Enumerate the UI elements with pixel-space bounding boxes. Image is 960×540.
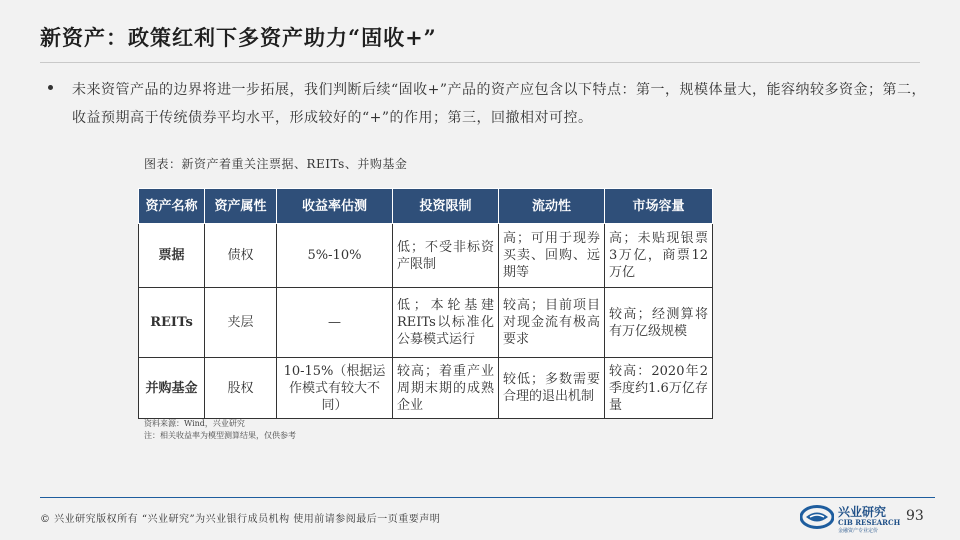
bullet-paragraph: 未来资管产品的边界将进一步拓展，我们判断后续“固收+”产品的资产应包含以下特点：第一，规模体量大，能容纳较多资金；第二，收益预期高于传统债券平均水平，形成较好的“+”的作用；第三，回撤相对可控。 <box>72 82 927 126</box>
table-cell: 较高；经测算将有万亿级规模 <box>605 288 713 358</box>
table-header-row <box>139 189 713 224</box>
asset-table <box>138 188 713 419</box>
table-cell: 并购基金 <box>139 358 205 419</box>
table-cell: 高；可用于现券买卖、回购、远期等 <box>499 224 605 288</box>
col-header: 收益率估测 <box>277 189 393 224</box>
table-cell: 高；未贴现银票3万亿，商票12万亿 <box>605 224 713 288</box>
table-cell: 5%-10% <box>277 224 393 288</box>
title-divider <box>40 62 920 63</box>
source-note: 资料来源：Wind，兴业研究 <box>144 419 245 428</box>
table-notes <box>144 418 296 442</box>
table-cell: 夹层 <box>205 288 277 358</box>
table-cell: 股权 <box>205 358 277 419</box>
copyright-text: © 兴业研究版权所有 “兴业研究”为兴业银行成员机构 使用前请参阅最后一页重要声明 <box>40 514 441 525</box>
footnote: 注：相关收益率为模型测算结果，仅供参考 <box>144 431 296 440</box>
logo-tagline: 金融资产专业定价 <box>838 528 879 534</box>
table-cell: 低；本轮基建REITs以标准化公募模式运行 <box>393 288 499 358</box>
table-cell: 较高：2020年2季度约1.6万亿存量 <box>605 358 713 419</box>
table-cell: 较高；目前项目对现金流有极高要求 <box>499 288 605 358</box>
table-cell: — <box>277 288 393 358</box>
bullet-icon <box>48 85 53 90</box>
col-header: 流动性 <box>499 189 605 224</box>
logo-chinese-name: 兴业研究 <box>838 505 887 519</box>
col-header: 投资限制 <box>393 189 499 224</box>
cib-research-logo <box>800 503 900 533</box>
table-cell: 债权 <box>205 224 277 288</box>
table-cell: REITs <box>139 288 205 358</box>
table-cell: 10-15%（根据运作模式有较大不同） <box>277 358 393 419</box>
cib-logo-icon <box>800 505 834 529</box>
col-header: 资产名称 <box>139 189 205 224</box>
table-row <box>139 288 713 358</box>
logo-english-name: CIB RESEARCH <box>838 518 901 527</box>
table-cell: 票据 <box>139 224 205 288</box>
page-number: 93 <box>906 508 924 524</box>
table-row <box>139 358 713 419</box>
table-cell: 较低；多数需要合理的退出机制 <box>499 358 605 419</box>
col-header: 市场容量 <box>605 189 713 224</box>
col-header: 资产属性 <box>205 189 277 224</box>
table-cell: 低；不受非标资产限制 <box>393 224 499 288</box>
page-title: 新资产：政策红利下多资产助力“固收+” <box>40 25 437 50</box>
table-caption: 图表：新资产着重关注票据、REITs、并购基金 <box>144 157 408 171</box>
table-cell: 较高；着重产业周期末期的成熟企业 <box>393 358 499 419</box>
table-row <box>139 224 713 288</box>
footer-divider <box>40 497 935 498</box>
